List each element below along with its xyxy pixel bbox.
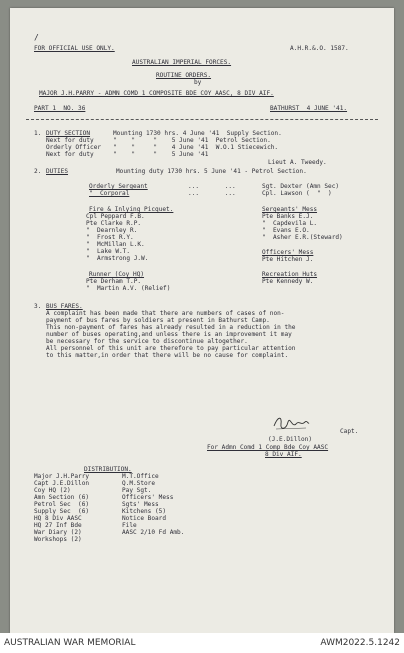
distribution-left: HQ 27 Inf Bde	[34, 522, 82, 529]
distribution-left: Supply Sec (6)	[34, 508, 90, 515]
classification: FOR OFFICIAL USE ONLY.	[34, 45, 115, 52]
signatory-rank: Capt.	[340, 428, 359, 435]
distribution-right: Notice Board	[122, 515, 167, 522]
signatory-name: (J.E.Dillon)	[268, 436, 313, 443]
distribution-title: DISTRIBUTION.	[84, 466, 132, 473]
orderly-corporal-label: " Corporal	[89, 190, 130, 197]
distribution-left: Capt J.E.Dillon	[34, 480, 90, 487]
mounting-line: Mounting duty 1730 hrs. 5 June '41 - Petrol Section.	[116, 168, 307, 175]
bus-fares-line: All personnel of this unit are therefore to pay particular attention	[46, 345, 296, 352]
runner-title: Runner (Coy HQ)	[89, 271, 145, 278]
distribution-right: AASC 2/10 Fd Amb.	[122, 529, 185, 536]
by-line: by	[194, 79, 202, 86]
recreation-huts-title: Recreation Huts	[262, 271, 318, 278]
mess-member: " Capdevila L.	[262, 220, 318, 227]
distribution-right: Q.M.Store	[122, 480, 156, 487]
section-2-number: 2.	[34, 168, 42, 175]
duty-row: " " " 4 June '41 W.O.1 Stiecewich.	[113, 144, 279, 151]
bus-fares-line: number of buses operating,and unless there is an improvement it may	[46, 331, 292, 338]
section-3-title: BUS FARES.	[46, 303, 83, 310]
picquet-member: " Frost R.Y.	[86, 234, 134, 241]
bus-fares-line: be necessary for the service to discontinue altogether.	[46, 338, 248, 345]
place-date: BATHURST 4 JUNE '41.	[270, 105, 348, 112]
header-rule	[26, 119, 378, 120]
orderly-corporal-name: Cpl. Lawson ( " )	[262, 190, 332, 197]
document-type: ROUTINE ORDERS.	[156, 72, 212, 79]
mess-member: Pte Banks E.J.	[262, 213, 314, 220]
section-3-number: 3.	[34, 303, 42, 310]
distribution-left: Workshops (2)	[34, 536, 82, 543]
section-1-title: DUTY SECTION	[46, 130, 91, 137]
officers-mess-title: Officers' Mess	[262, 249, 314, 256]
mess-member: " Asher E.R.(Steward)	[262, 234, 343, 241]
force-title: AUSTRALIAN IMPERIAL FORCES.	[132, 59, 232, 66]
distribution-left: HQ 8 Div AASC	[34, 515, 82, 522]
distribution-right: Kitchens (5)	[122, 508, 167, 515]
sergeants-mess-title: Sergeants' Mess	[262, 206, 318, 213]
runner-member: " Martin A.V. (Relief)	[86, 285, 171, 292]
distribution-left: Coy HQ (2)	[34, 487, 71, 494]
distribution-left: Amn Section (6)	[34, 494, 90, 501]
signature-for-line: For Admn Comd 1 Comp Bde Coy AASC	[207, 444, 329, 451]
signature-division: 8 Div AIF.	[265, 451, 302, 458]
picquet-member: " Dearnley R.	[86, 227, 138, 234]
distribution-right: M.T.Office	[122, 473, 159, 480]
bus-fares-line: This non-payment of fares has already resulted in a reduction in the	[46, 324, 296, 331]
page-mark: /	[34, 33, 39, 42]
reference-number: A.H.R.&.O. 1587.	[290, 45, 349, 52]
duty-extra: Lieut A. Tweedy.	[268, 159, 327, 166]
picquet-member: Pte Clarke R.P.	[86, 220, 142, 227]
duty-row: " " " 5 June '41 Petrol Section.	[113, 137, 271, 144]
runner-member: Pte Derham T.P.	[86, 278, 142, 285]
section-1-number: 1.	[34, 130, 42, 137]
section-2-title: DUTIES	[46, 168, 69, 175]
dots: ... ...	[188, 190, 236, 197]
footer-accession-id: AWM2022.5.1242	[320, 638, 400, 648]
orderly-sergeant-label: Orderly Sergeant	[89, 183, 148, 190]
picquet-title: Fire & Inlying Picquet.	[89, 206, 174, 213]
distribution-left: War Diary (2)	[34, 529, 82, 536]
distribution-right: File	[122, 522, 137, 529]
mess-member: " Evans E.O.	[262, 227, 310, 234]
duty-label: Next for duty	[46, 151, 94, 158]
recreation-huts-member: Pte Kennedy W.	[262, 278, 314, 285]
orderly-sergeant-name: Sgt. Dexter (Amn Sec)	[262, 183, 340, 190]
handwritten-signature	[272, 414, 310, 432]
distribution-right: Sgts' Mess	[122, 501, 159, 508]
bus-fares-line: payment of bus fares by soldiers at present in Bathurst Camp.	[46, 317, 270, 324]
duty-label: Next for duty	[46, 137, 94, 144]
distribution-left: Petrol Sec (6)	[34, 501, 90, 508]
distribution-right: Officers' Mess	[122, 494, 174, 501]
officers-mess-member: Pte Hitchen J.	[262, 256, 314, 263]
distribution-left: Major J.H.Parry	[34, 473, 90, 480]
footer-bar	[0, 633, 404, 653]
footer-source: AUSTRALIAN WAR MEMORIAL	[4, 638, 136, 648]
picquet-member: " Lake W.T.	[86, 248, 131, 255]
bus-fares-line: A complaint has been made that there are numbers of cases of non-	[46, 310, 285, 317]
duty-label: Orderly Officer	[46, 144, 102, 151]
picquet-member: Cpl Peppard F.B.	[86, 213, 145, 220]
issuer: MAJOR J.H.PARRY - ADMN COMD 1 COMPOSITE BDE COY AASC, 8 DIV AIF.	[39, 90, 274, 97]
picquet-member: " Armstrong J.W.	[86, 255, 149, 262]
part-number: PART 1 NO. 36	[34, 105, 86, 112]
bus-fares-line: to this matter,in order that there will be no cause for complaint.	[46, 352, 289, 359]
duty-row: Mounting 1730 hrs. 4 June '41 Supply Section.	[113, 130, 282, 137]
document-page	[10, 8, 394, 633]
dots: ... ...	[188, 183, 236, 190]
distribution-right: Pay Sgt.	[122, 487, 152, 494]
duty-row: " " " 5 June '41	[113, 151, 209, 158]
picquet-member: " McMillan L.K.	[86, 241, 145, 248]
